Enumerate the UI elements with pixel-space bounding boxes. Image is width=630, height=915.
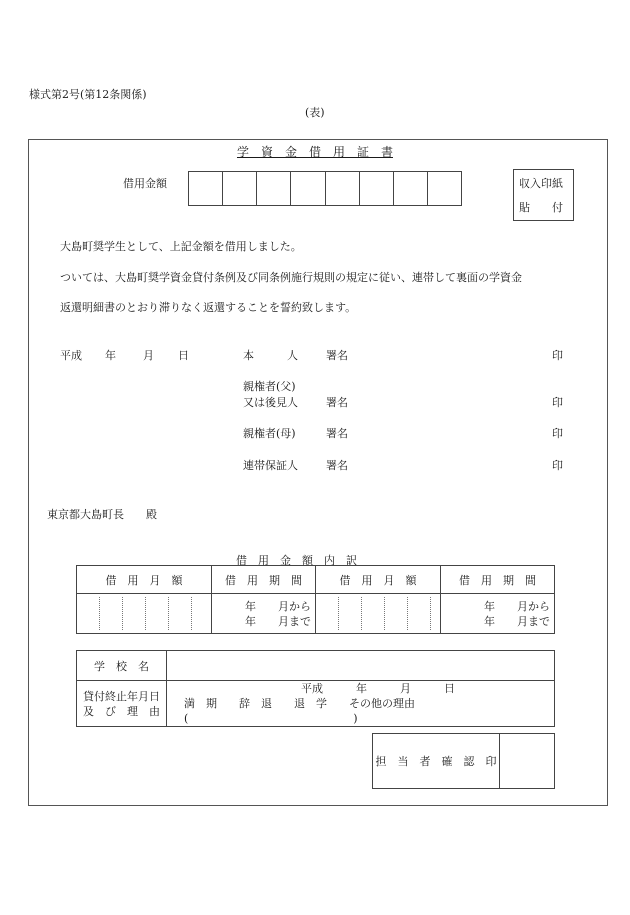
amount-label: 借用金額 — [123, 177, 167, 190]
checker-seal-box[interactable] — [500, 734, 555, 789]
signer-mother-role: 親権者(母) — [243, 427, 296, 440]
amount-digit-boxes[interactable] — [188, 171, 462, 206]
school-name-field[interactable] — [167, 651, 555, 681]
signer-self-seal: 印 — [552, 349, 563, 362]
school-name-label: 学 校 名 — [77, 651, 167, 681]
signer-guarantor-role: 連帯保証人 — [243, 459, 298, 472]
monthly-amount-1-input[interactable] — [77, 594, 212, 634]
checker-table — [372, 733, 555, 789]
date-era: 平成 — [60, 349, 82, 362]
stamp-label-2: 貼 付 — [519, 201, 563, 214]
header-monthly-amount-1: 借 用 月 額 — [77, 566, 212, 594]
revenue-stamp-box — [513, 169, 574, 221]
signer-mother-seal: 印 — [552, 427, 563, 440]
signer-father-sig: 署名 — [326, 396, 348, 409]
header-monthly-amount-2: 借 用 月 額 — [316, 566, 441, 594]
form-number: 様式第2号(第12条関係) — [29, 88, 147, 101]
checker-label: 担 当 者 確 認 印 — [373, 734, 500, 789]
signer-self-role: 本 人 — [243, 349, 298, 362]
signer-father-role: 又は後見人 — [243, 396, 298, 409]
period-2-cell[interactable] — [441, 594, 555, 634]
end-date-value: 平成 年 月 日 — [301, 682, 455, 695]
signer-guarantor-seal: 印 — [552, 459, 563, 472]
period-1-from: 年 月から — [245, 599, 311, 613]
body-paragraph-2: ついては、大島町奨学資金貸付条例及び同条例施行規則の規定に従い、連帯して裏面の学資金 — [60, 271, 522, 284]
addressee: 東京都大島町長 殿 — [47, 508, 157, 521]
body-paragraph-1: 大島町奨学生として、上記金額を借用しました。 — [60, 240, 302, 253]
period-1-cell[interactable] — [212, 594, 316, 634]
school-table — [76, 650, 555, 727]
period-2-from: 年 月から — [484, 599, 550, 613]
date-day: 日 — [178, 349, 189, 362]
header-period-2: 借 用 期 間 — [441, 566, 555, 594]
breakdown-title: 借 用 金 額 内 訳 — [236, 554, 357, 567]
body-paragraph-3: 返還明細書のとおり滞りなく返還することを誓約致します。 — [60, 301, 357, 314]
signer-self-sig: 署名 — [326, 349, 348, 362]
header-period-1: 借 用 期 間 — [212, 566, 316, 594]
stamp-label-1: 収入印紙 — [519, 177, 563, 190]
front-side-label: (表) — [305, 106, 325, 119]
document-title: 学 資 金 借 用 証 書 — [236, 145, 393, 159]
date-year: 年 — [105, 349, 116, 362]
signer-father-role-top: 親権者(父) — [243, 380, 296, 393]
period-2-to: 年 月まで — [484, 614, 550, 628]
end-date-label-2: 及 び 理 由 — [83, 704, 160, 718]
signer-father-seal: 印 — [552, 396, 563, 409]
end-date-label — [77, 681, 167, 727]
end-date-field[interactable] — [167, 681, 555, 727]
end-reason-options: 満 期 辞 退 退 学 その他の理由( ) — [184, 697, 415, 725]
period-1-to: 年 月まで — [245, 614, 311, 628]
breakdown-table — [76, 565, 555, 634]
signer-guarantor-sig: 署名 — [326, 459, 348, 472]
date-month: 月 — [143, 349, 154, 362]
monthly-amount-2-input[interactable] — [316, 594, 441, 634]
end-date-label-1: 貸付終止年月日 — [83, 689, 160, 703]
signer-mother-sig: 署名 — [326, 427, 348, 440]
